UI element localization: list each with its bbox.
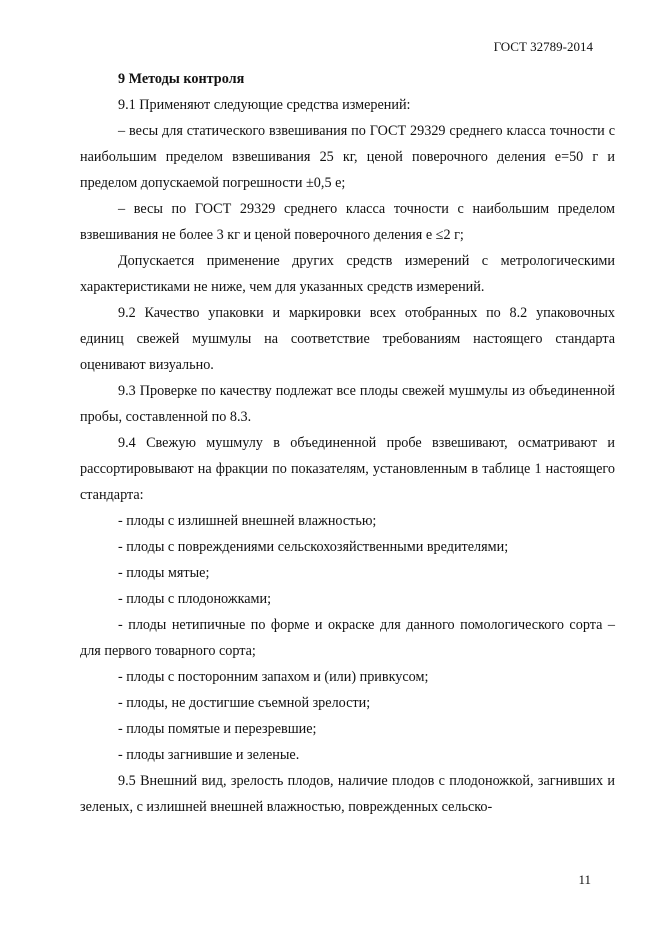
list-item: - плоды загнившие и зеленые. [118,747,300,763]
paragraph-9-2: 9.2 Качество упаковки и маркировки всех отобранных по 8.2 упаковочных единиц свежей мушмулы на соответствие требованиям настоящего стандарта оценивают визуально. [80,305,615,373]
list-item: - плоды помятые и перезревшие; [118,721,317,737]
paragraph-9-3: 9.3 Проверке по качеству подлежат все плоды свежей мушмулы из объединенной пробы, составленной по 8.3. [80,383,615,425]
paragraph-9-4: 9.4 Свежую мушмулу в объединенной пробе взвешивают, осматривают и рассортировывают на фракции по показателям, установленным в таблице 1 настоящего стандарта: [80,435,615,503]
document-body [80,66,615,820]
list-item: - плоды с излишней внешней влажностью; [118,513,377,529]
page-number: 11 [578,872,591,887]
list-item: - плоды с повреждениями сельскохозяйственными вредителями; [118,539,509,555]
list-item: - плоды с посторонним запахом и (или) привкусом; [118,669,429,685]
list-item: - плоды нетипичные по форме и окраске для данного помологического сорта – для первого товарного сорта; [80,617,615,659]
paragraph-allowed: Допускается применение других средств измерений с метрологическими характеристиками не ниже, чем для указанных средств измерений. [80,253,615,295]
document-header: ГОСТ 32789-2014 [493,39,593,54]
list-item: - плоды с плодоножками; [118,591,272,607]
list-item: - плоды, не достигшие съемной зрелости; [118,695,371,711]
paragraph-9-1: 9.1 Применяют следующие средства измерений: [118,97,411,113]
list-item-scales-3kg: – весы по ГОСТ 29329 среднего класса точности с наибольшим пределом взвешивания не более 3 кг и ценой поверочного деления е ≤2 г; [80,201,615,243]
section-title: 9 Методы контроля [118,71,245,87]
list-item-scales-static: – весы для статического взвешивания по ГОСТ 29329 среднего класса точности с наибольшим пределом взвешивания 25 кг, ценой поверочного деления е=50 г и пределом допускаемой погрешности ±0,5 е; [80,123,615,191]
paragraph-9-5: 9.5 Внешний вид, зрелость плодов, наличие плодов с плодоножкой, загнивших и зеленых, с излишней внешней влажностью, поврежденных сельско- [80,773,615,815]
list-item: - плоды мятые; [118,565,210,581]
